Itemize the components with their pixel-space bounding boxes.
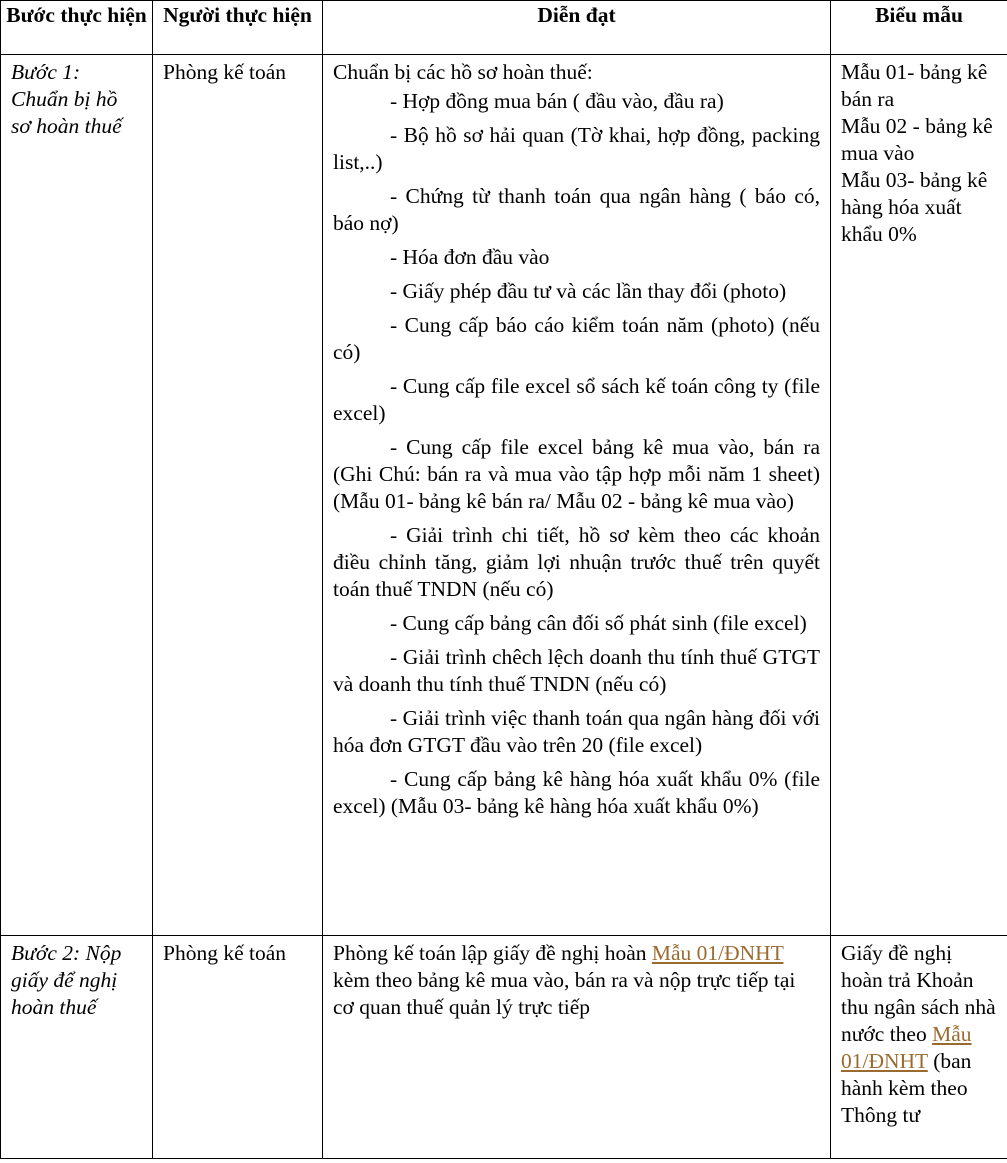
- form-01-dnht-link-2[interactable]: Mẫu 01/ĐNHT: [841, 1022, 972, 1073]
- form-item: Mẫu 03- bảng kê hàng hóa xuất khẩu 0%: [841, 168, 988, 246]
- list-item: - Giải trình việc thanh toán qua ngân hàng đối với hóa đơn GTGT đầu vào trên 20 (file excel): [333, 706, 820, 757]
- list-item: - Hợp đồng mua bán ( đầu vào, đầu ra): [390, 89, 724, 113]
- step-2-forms: [831, 936, 1007, 1159]
- step-1-forms: [831, 55, 1007, 936]
- form-01-dnht-link[interactable]: Mẫu 01/ĐNHT: [651, 941, 784, 965]
- header-forms: Biểu mẫu: [831, 1, 1007, 55]
- list-item: - Giải trình chi tiết, hồ sơ kèm theo các khoản điều chỉnh tăng, giảm lợi nhuận trước thuế trên quyết toán thuế TNDN (nếu có): [333, 523, 820, 601]
- list-item: - Giấy phép đầu tư và các lần thay đổi (photo): [390, 279, 787, 303]
- header-person: Người thực hiện: [153, 1, 323, 55]
- step-1-cell: Bước 1: Chuẩn bị hồ sơ hoàn thuế: [1, 55, 153, 936]
- list-item: - Bộ hồ sơ hải quan (Tờ khai, hợp đồng, packing list,..): [333, 123, 820, 174]
- form-item: Mẫu 02 - bảng kê mua vào: [841, 114, 993, 165]
- header-step: Bước thực hiện: [1, 1, 153, 55]
- step-1-person: Phòng kế toán: [153, 55, 323, 936]
- step-1-description: [323, 55, 831, 936]
- table-row: [1, 55, 1007, 936]
- list-item: - Cung cấp báo cáo kiểm toán năm (photo) (nếu có): [333, 313, 820, 364]
- list-item: - Chứng từ thanh toán qua ngân hàng ( báo có, báo nợ): [333, 184, 820, 235]
- step-2-text: Phòng kế toán lập giấy đề nghị hoàn: [333, 941, 652, 965]
- list-item: - Giải trình chêch lệch doanh thu tính thuế GTGT và doanh thu tính thuế TNDN (nếu có): [333, 645, 820, 696]
- header-row: [1, 1, 1007, 55]
- list-item: - Cung cấp file excel sổ sách kế toán công ty (file excel): [333, 374, 820, 425]
- step-2-text-cont: kèm theo bảng kê mua vào, bán ra và nộp trực tiếp tại cơ quan thuế quản lý trực tiếp: [333, 968, 796, 1019]
- table-row: [1, 936, 1007, 1159]
- step-1-intro: Chuẩn bị các hồ sơ hoàn thuế:: [333, 60, 593, 84]
- list-item: - Cung cấp bảng kê hàng hóa xuất khẩu 0% (file excel) (Mẫu 03- bảng kê hàng hóa xuất khẩu 0%): [333, 767, 820, 818]
- step-2-cell: Bước 2: Nộp giấy để nghị hoàn thuế: [1, 936, 153, 1159]
- step-2-form-text: Giấy đề nghị hoàn trả Khoản thu ngân sách nhà nước theo: [841, 941, 996, 1046]
- step-2-description: [323, 936, 831, 1159]
- list-item: - Cung cấp file excel bảng kê mua vào, bán ra (Ghi Chú: bán ra và mua vào tập hợp mỗi năm 1 sheet) (Mẫu 01- bảng kê bán ra/ Mẫu 02 - bảng kê mua vào): [333, 435, 820, 513]
- step-2-form-text-cont: (ban hành kèm theo Thông tư: [841, 1049, 972, 1127]
- step-2-person: Phòng kế toán: [153, 936, 323, 1159]
- header-description: Diễn đạt: [323, 1, 831, 55]
- list-item: - Hóa đơn đầu vào: [390, 245, 550, 269]
- form-item: Mẫu 01- bảng kê bán ra: [841, 60, 988, 111]
- list-item: - Cung cấp bảng cân đối số phát sinh (file excel): [390, 611, 807, 635]
